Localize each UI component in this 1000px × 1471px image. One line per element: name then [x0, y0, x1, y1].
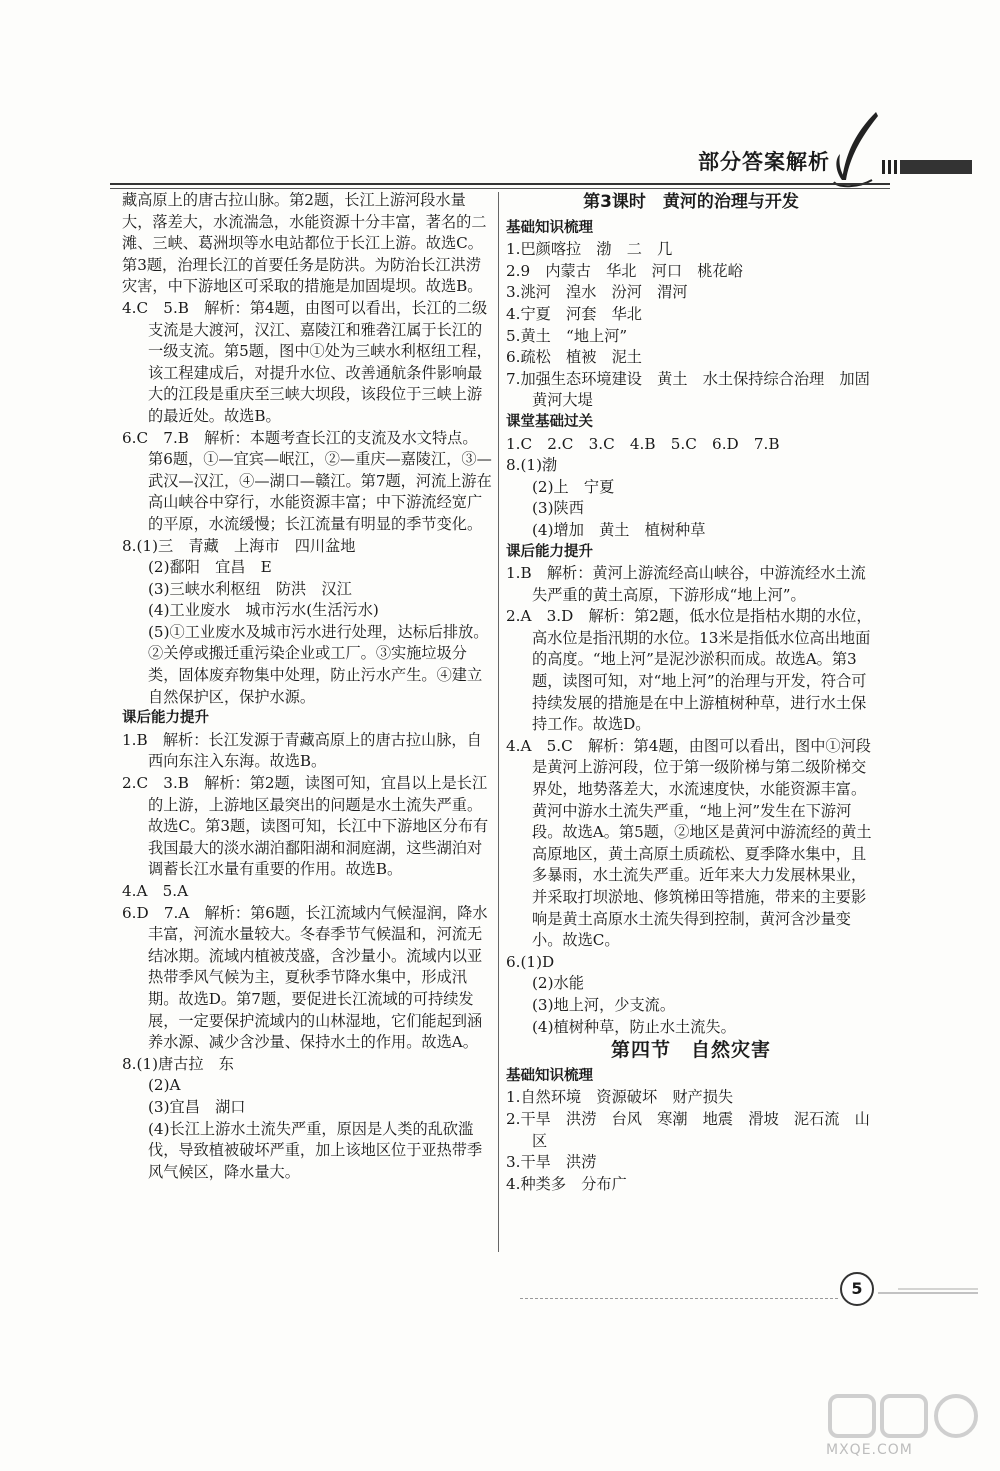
answer-line: (3)宜昌 湖口 — [148, 1097, 246, 1116]
answer-line: 8.(1)渤 — [506, 456, 558, 475]
answer-line: 7.加强生态环境建设 黄土 水土保持综合治理 加固黄河大堤 — [506, 369, 870, 410]
feather-pen-icon — [828, 110, 888, 190]
answer-line: 3.洮河 湟水 汾河 渭河 — [506, 283, 688, 302]
answer-line: (3)地上河，少支流。 — [532, 995, 676, 1014]
answer-line: (4)工业废水 城市污水(生活污水) — [148, 601, 379, 620]
left-column — [122, 190, 492, 1183]
header-title: 部分答案解析 — [698, 150, 830, 174]
watermark — [826, 1390, 986, 1470]
answer-line: (2)A — [148, 1076, 181, 1095]
answer-line: 2.C 3.B 解析：第2题，读图可知，宜昌以上是长江的上游，上游地区最突出的问题是水土流失严重。故选C。第3题，读图可知，长江中下游地区分布有我国最大的淡水湖泊鄱阳湖和洞庭湖，这些湖泊对调蓄长江水量有重要的作用。故选B。 — [122, 774, 489, 879]
watermark-text: MXQE.COM — [826, 1442, 913, 1458]
answer-line: 4.种类多 分布广 — [506, 1174, 627, 1193]
answer-line: 4.宁夏 河套 华北 — [506, 304, 642, 323]
answer-line: (2)水能 — [532, 974, 584, 993]
answer-line: (3)陕西 — [532, 499, 584, 518]
page-number: 5 — [840, 1272, 874, 1306]
section-heading: 课后能力提升 — [122, 710, 209, 727]
footer-dashed-rule — [520, 1298, 838, 1299]
answer-line: 8.(1)唐古拉 东 — [122, 1054, 234, 1073]
right-column — [506, 190, 876, 1195]
answer-line: 1.巴颜喀拉 渤 二 几 — [506, 240, 673, 259]
answer-line: 1.B 解析：长江发源于青藏高原上的唐古拉山脉，自西向东注入东海。故选B。 — [122, 730, 482, 771]
answer-line: (5)①工业废水及城市污水进行处理，达标后排放。②关停或搬迁重污染企业或工厂。③实施垃圾分类，固体废弃物集中处理，防止污水产生。④建立自然保护区，保护水源。 — [148, 622, 489, 706]
answer-line: (4)长江上游水土流失严重，原因是人类的乱砍滥伐，导致植被破坏严重，加上该地区位于亚热带季风气候区，降水量大。 — [148, 1119, 483, 1181]
answer-line: 1.B 解析：黄河上游流经高山峡谷，中游流经水土流失严重的黄土高原，下游形成“地上河”。 — [506, 564, 866, 604]
section-heading: 基础知识梳理 — [506, 219, 593, 236]
answer-line: 4.A 5.C 解析：第4题，由图可以看出，图中①河段是黄河上游河段，位于第一级阶梯与第二级阶梯交界处，地势落差大，水流速度快，水能资源丰富。黄河中游水土流失严重，“地上河”发生在下游河段。故选A。第5题，②地区是黄河中游流经的黄土高原地区，黄土高原土质疏松、夏季降水集中，且多暴雨，水土流失严重。近年来大力发展林果业，并采取打坝淤地、修筑梯田等措施，带来的主要影响是黄土高原水土流失得到控制，黄河含沙量变小。故选C。 — [506, 736, 872, 950]
answer-line: 2.干旱 洪涝 台风 寒潮 地震 滑坡 泥石流 山区 — [506, 1109, 870, 1150]
answer-line: 2.9 内蒙古 华北 河口 桃花峪 — [506, 261, 743, 280]
header-rule — [110, 183, 890, 185]
answer-line: 1.自然环境 资源破坏 财产损失 — [506, 1088, 734, 1107]
answer-line: 6.C 7.B 解析：本题考查长江的支流及水文特点。第6题，①—宜宾—岷江，②—重庆—嘉陵江，③—武汉—汉江，④—湖口—赣江。第7题，河流上游在高山峡谷中穿行，水能资源丰富；中下游流经宽广的平原，水流缓慢；长江流量有明显的季节变化。 — [122, 428, 492, 533]
section-heading: 第3课时 黄河的治理与开发 — [583, 192, 799, 212]
section-heading: 课后能力提升 — [506, 543, 593, 560]
answer-line: 4.C 5.B 解析：第4题，由图可以看出，长江的二级支流是大渡河，汉江、嘉陵江和雅砻江属于长江的一级支流。第5题，图中①处为三峡水利枢纽工程，该工程建成后，对提升水位、改善通航条件影响最大的江段是重庆至三峡大坝段，该段位于三峡上游的最近处。故选B。 — [122, 298, 492, 425]
answer-line: 4.A 5.A — [122, 882, 189, 900]
answer-line: 5.黄土 “地上河” — [506, 326, 628, 345]
answer-line: (4)植树种草，防止水土流失。 — [532, 1017, 736, 1036]
header-bar-decoration-icon — [882, 158, 972, 176]
answer-line: 1.C 2.C 3.C 4.B 5.C 6.D 7.B — [506, 434, 780, 453]
answer-line: (2)鄱阳 宜昌 E — [148, 558, 272, 577]
section-heading: 课堂基础过关 — [506, 413, 593, 430]
watermark-logo-icon — [826, 1390, 986, 1442]
answer-line: 8.(1)三 青藏 上海市 四川盆地 — [122, 536, 356, 555]
answer-line: (3)三峡水利枢纽 防洪 汉江 — [148, 579, 352, 598]
column-divider — [498, 192, 499, 1252]
footer-decoration-icon — [878, 1284, 978, 1296]
answer-line: 6.(1)D — [506, 952, 555, 971]
answer-line: 3.干旱 洪涝 — [506, 1153, 597, 1172]
answer-line: (2)上 宁夏 — [532, 477, 615, 496]
section-heading: 第四节 自然灾害 — [610, 1039, 771, 1062]
answer-line: 6.D 7.A 解析：第6题，长江流域内气候湿润，降水丰富，河流水量较大。冬春季节气候温和，河流无结冰期。流域内植被茂盛，含沙量小。流域内以亚热带季风气候为主，夏秋季节降水集中，形成汛期。故选D。第7题，要促进长江流域的可持续发展，一定要保护流域内的山林湿地，它们能起到涵养水源、减少含沙量、保持水土的作用。故选A。 — [122, 903, 488, 1052]
answer-line: 2.A 3.D 解析：第2题，低水位是指枯水期的水位，高水位是指汛期的水位。13米是指低水位高出地面的高度。“地上河”是泥沙淤积而成。故选A。第3题，读图可知，对“地上河”的治理与开发，符合可持续发展的措施是在中上游植树种草，进行水土保持工作。故选D。 — [506, 607, 872, 734]
answer-line: (4)增加 黄土 植树种草 — [532, 520, 706, 539]
header-rule-secondary — [110, 188, 890, 189]
page-header — [110, 140, 980, 190]
answer-line: 6.疏松 植被 泥土 — [506, 348, 642, 367]
section-heading: 基础知识梳理 — [506, 1067, 593, 1084]
answer-line: 藏高原上的唐古拉山脉。第2题，长江上游河段水量大，落差大，水流湍急，水能资源十分丰富，著名的二滩、三峡、葛洲坝等水电站都位于长江上游。故选C。第3题，治理长江的首要任务是防洪。为防治长江洪涝灾害，中下游地区可采取的措施是加固堤坝。故选B。 — [122, 191, 487, 296]
